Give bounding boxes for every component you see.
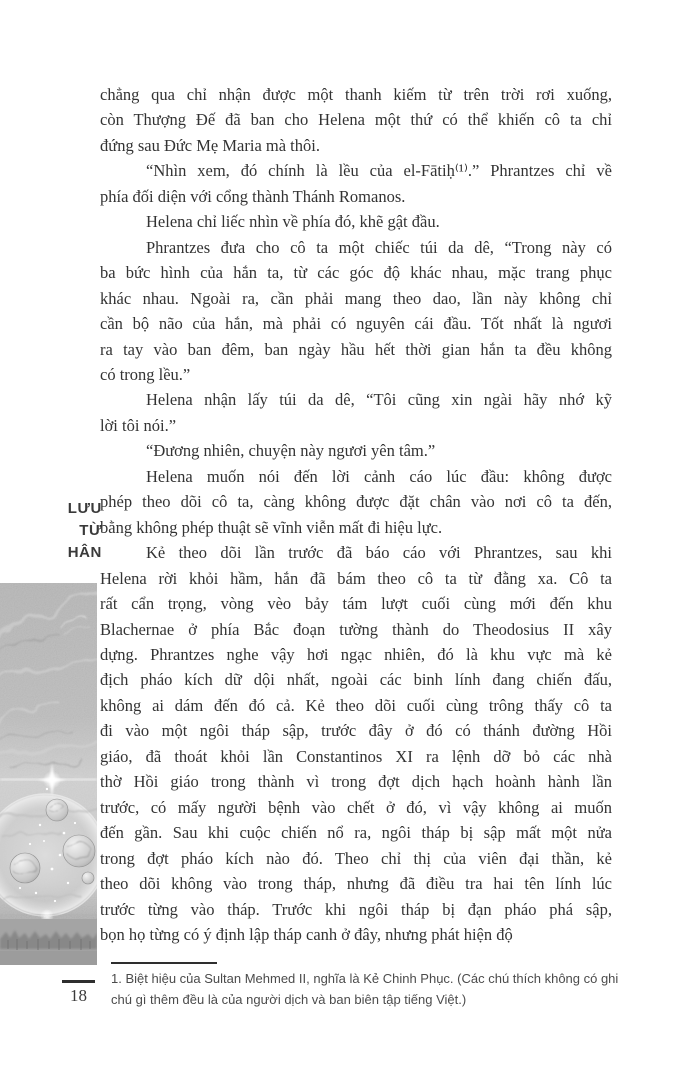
text-line: phía đối diện với cổng thành Thánh Romanos. bbox=[100, 186, 406, 206]
footnote-separator bbox=[111, 962, 217, 964]
text-line: bằng không phép thuật sẽ vĩnh viễn mất đi hiệu lực. bbox=[100, 517, 443, 537]
text-line: Phrantzes đưa cho cô ta một chiếc túi da dê, “Trong này có bbox=[146, 237, 612, 257]
paragraph bbox=[100, 540, 612, 947]
author-name bbox=[0, 498, 102, 564]
text-line: đứng sau Đức Mẹ Maria mà thôi. bbox=[100, 135, 320, 155]
author-name-line: LƯU bbox=[67, 500, 102, 517]
page-number-rule bbox=[62, 980, 95, 983]
text-line: lời tôi nói.” bbox=[100, 415, 177, 435]
paragraph bbox=[100, 82, 612, 158]
text-line: rất cẩn trọng, vòng vèo bảy tám lượt cuối cùng mới đến khu bbox=[100, 594, 612, 614]
page-number: 18 bbox=[70, 986, 87, 1005]
text-line: chẳng qua chỉ nhận được một thanh kiếm từ trên trời rơi xuống, bbox=[100, 85, 612, 104]
text-line: không ai dám đến đó cả. Kẻ theo dõi cuối cùng trông thấy cô ta bbox=[100, 695, 612, 715]
paragraph bbox=[100, 438, 612, 463]
artwork-image bbox=[0, 583, 97, 965]
author-name-line: TỪ bbox=[79, 522, 102, 539]
text-line: trước từng vào tháp. Trước khi ngôi tháp bị đạn pháo phá sập, bbox=[100, 899, 612, 919]
author-name-line: HÂN bbox=[67, 544, 102, 561]
text-line: dựng. Phrantzes nghe vậy hơi ngạc nhiên, đó là khu vực mà kẻ bbox=[100, 644, 612, 664]
text-line: giáo, đã thoát khỏi lần Constantinos XI ra lệnh dỡ bỏ các nhà bbox=[100, 746, 612, 766]
footnote-line: chú gì thêm đều là của người dịch và ban biên tập tiếng Việt.) bbox=[111, 992, 467, 1007]
text-line: Helena chỉ liếc nhìn về phía đó, khẽ gật đầu. bbox=[146, 212, 440, 232]
text-line: đi vào một ngôi tháp sập, trước đây ở đó có thánh đường Hồi bbox=[100, 721, 612, 741]
text-line: Blachernae ở phía Bắc đoạn tường thành do Theodosius II xây bbox=[100, 619, 612, 639]
text-line: đến gần. Sau khi cuộc chiến nổ ra, ngôi tháp bị sập mất một nửa bbox=[100, 823, 612, 843]
text-line: có trong lều.” bbox=[100, 364, 191, 384]
text-line: Helena muốn nói đến lời cảnh cáo lúc đầu: không được bbox=[146, 466, 612, 486]
text-line: phép theo dõi cô ta, càng không được đặt chân vào nơi cô ta đến, bbox=[100, 492, 612, 512]
paragraph bbox=[100, 387, 612, 438]
paragraph bbox=[100, 209, 612, 234]
text-line: cần bộ não của hắn, mà phải có nguyên cái đầu. Tốt nhất là ngươi bbox=[100, 314, 612, 334]
text-line: trước, có mấy người bệnh vào chết ở đó, vì vậy không ai muốn bbox=[100, 797, 612, 817]
text-line: khác nhau. Ngoài ra, cần phải mang theo dao, lần này không chỉ bbox=[100, 288, 612, 308]
text-line: thờ Hồi giáo trong thành vì trong đợt dịch hạch hoành hành lần bbox=[100, 772, 612, 792]
text-line: trong đợt pháo kích nào đó. Theo chỉ thị của viên đại thần, kẻ bbox=[100, 848, 612, 868]
text-line: Helena nhận lấy túi da dê, “Tôi cũng xin ngài hãy nhớ kỹ bbox=[146, 390, 612, 410]
paragraph bbox=[100, 235, 612, 388]
text-line: theo dõi không vào trong tháp, nhưng đã điều tra hai tên lính lúc bbox=[100, 874, 612, 894]
text-line: địch pháo kích dữ dội nhất, ngoài các binh lính đang chiến đấu, bbox=[100, 670, 612, 690]
footnote bbox=[111, 968, 651, 1010]
text-line: “Nhìn xem, đó chính là lều của el-Fātiḥ⁽¹⁾.” Phrantzes chỉ về bbox=[146, 161, 612, 181]
text-line: bọn họ từng có ý định lập tháp canh ở đây, nhưng phát hiện độ bbox=[100, 924, 513, 944]
text-line: Helena rời khỏi hầm, hắn đã bám theo cô ta từ đằng xa. Cô ta bbox=[100, 568, 612, 588]
text-line: còn Thượng Đế đã ban cho Helena một thứ có thể khiến cô ta chỉ bbox=[100, 110, 612, 130]
text-column bbox=[100, 82, 612, 947]
text-line: ba bức hình của hắn ta, từ các góc độ khác nhau, mặc trang phục bbox=[100, 263, 612, 283]
paragraph bbox=[100, 158, 612, 209]
text-line: Kẻ theo dõi lần trước đã báo cáo với Phrantzes, sau khi bbox=[146, 543, 612, 563]
text-line: “Đương nhiên, chuyện này ngươi yên tâm.” bbox=[146, 441, 436, 461]
text-line: ra tay vào ban đêm, ban ngày hầu hết thời gian hắn ta đều không bbox=[100, 339, 612, 359]
paragraph bbox=[100, 464, 612, 540]
footnote-line: 1. Biệt hiệu của Sultan Mehmed II, nghĩa là Kẻ Chinh Phục. (Các chú thích không có ghi bbox=[111, 971, 619, 986]
